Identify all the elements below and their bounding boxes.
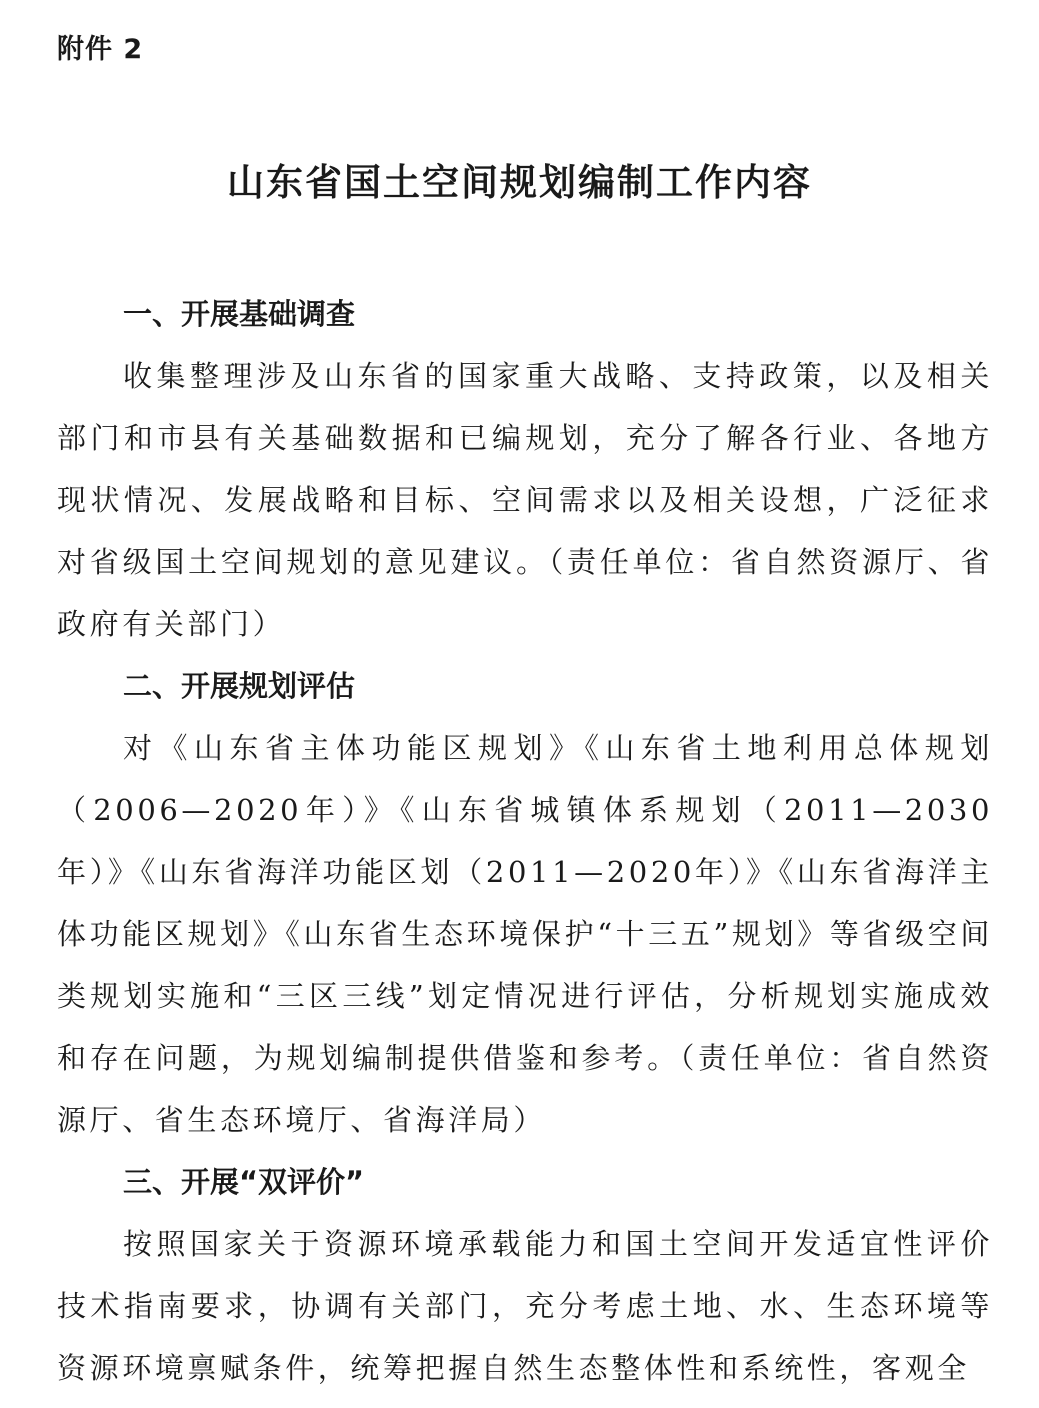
document-body (57, 283, 993, 1399)
document-title: 山东省国土空间规划编制工作内容 (227, 160, 812, 204)
section-paragraph-basic-survey: 收集整理涉及山东省的国家重大战略、支持政策，以及相关部门和市县有关基础数据和已编规划，充分了解各行业、各地方现状情况、发展战略和目标、空间需求以及相关设想，广泛征求对省级国土空间规划的意见建议。（责任单位：省自然资源厅、省政府有关部门） (57, 359, 993, 641)
section-heading-dual-evaluation: 三、开展“双评价” (123, 1165, 365, 1199)
section-heading-plan-evaluation: 二、开展规划评估 (123, 669, 356, 703)
attachment-label: 附件 2 (57, 34, 144, 65)
section-heading-basic-survey: 一、开展基础调查 (123, 297, 356, 331)
section-paragraph-dual-evaluation: 按照国家关于资源环境承载能力和国土空间开发适宜性评价技术指南要求，协调有关部门，充分考虑土地、水、生态环境等资源环境禀赋条件，统筹把握自然生态整体性和系统性，客观全 (57, 1227, 993, 1385)
section-paragraph-plan-evaluation: 对《山东省主体功能区规划》《山东省土地利用总体规划（2006—2020年）》《山东省城镇体系规划（2011—2030年）》《山东省海洋功能区划（2011—2020年）》《山东省海洋主体功能区规划》《山东省生态环境保护“十三五”规划》等省级空间类规划实施和“三区三线”划定情况进行评估，分析规划实施成效和存在问题，为规划编制提供借鉴和参考。（责任单位：省自然资源厅、省生态环境厅、省海洋局） (57, 731, 993, 1137)
